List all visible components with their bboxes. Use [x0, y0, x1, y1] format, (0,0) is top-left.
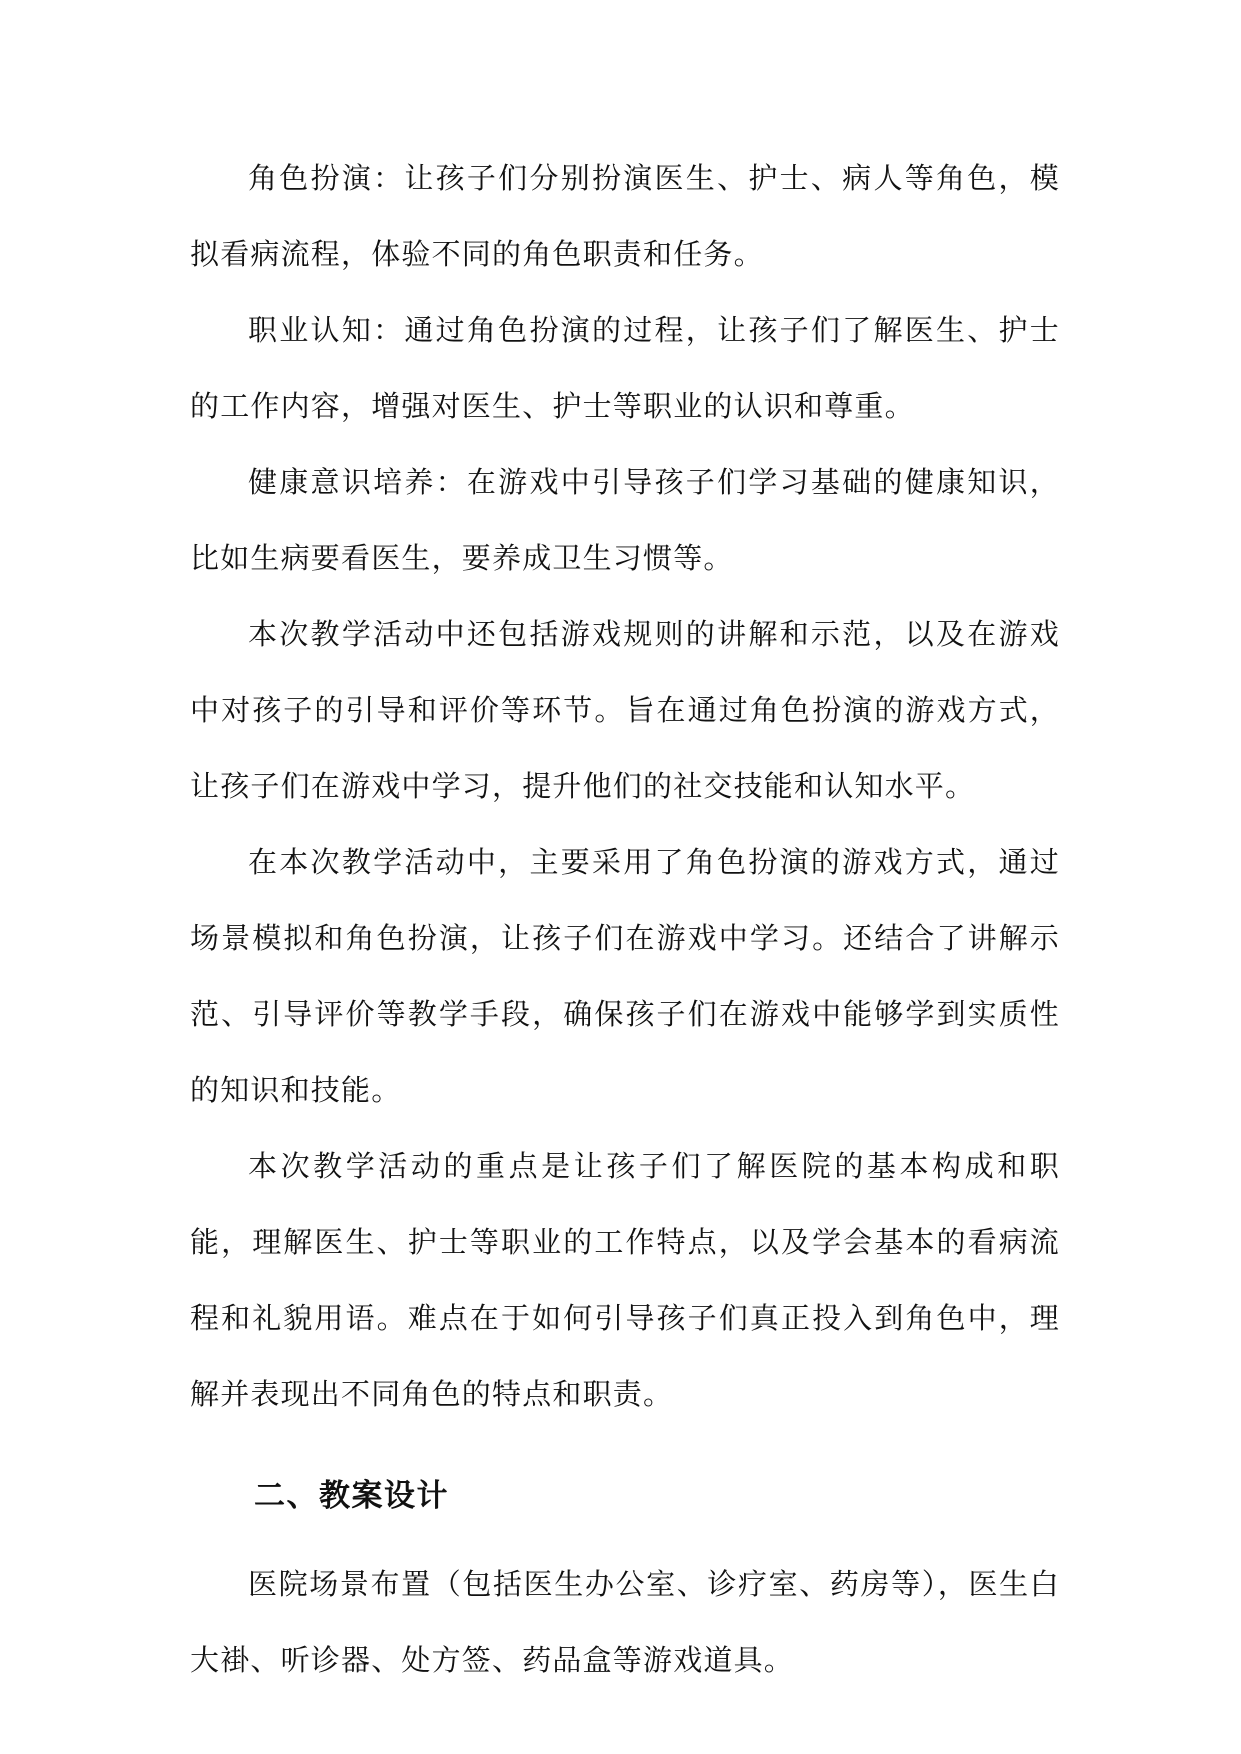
section-heading: 二、教案设计: [254, 1478, 449, 1514]
document-body: [190, 140, 1060, 1698]
paragraph-key-points: 本次教学活动的重点是让孩子们了解医院的基本构成和职能，理解医生、护士等职业的工作特点，以及学会基本的看病流程和礼貌用语。难点在于如何引导孩子们真正投入到角色中，理解并表现出不同角色的特点和职责。: [190, 1149, 1060, 1411]
paragraph-teaching-methods: 在本次教学活动中，主要采用了角色扮演的游戏方式，通过场景模拟和角色扮演，让孩子们在游戏中学习。还结合了讲解示范、引导评价等教学手段，确保孩子们在游戏中能够学到实质性的知识和技能。: [190, 845, 1060, 1107]
paragraph-health-awareness: 健康意识培养：在游戏中引导孩子们学习基础的健康知识，比如生病要看医生，要养成卫生习惯等。: [190, 465, 1060, 575]
paragraph-career-awareness: 职业认知：通过角色扮演的过程，让孩子们了解医生、护士的工作内容，增强对医生、护士等职业的认识和尊重。: [190, 313, 1060, 423]
paragraph-props: 医院场景布置（包括医生办公室、诊疗室、药房等），医生白大褂、听诊器、处方签、药品盒等游戏道具。: [190, 1567, 1060, 1677]
paragraph-role-play: 角色扮演：让孩子们分别扮演医生、护士、病人等角色，模拟看病流程，体验不同的角色职责和任务。: [190, 161, 1060, 271]
paragraph-activity-content: 本次教学活动中还包括游戏规则的讲解和示范，以及在游戏中对孩子的引导和评价等环节。旨在通过角色扮演的游戏方式，让孩子们在游戏中学习，提升他们的社交技能和认知水平。: [190, 617, 1060, 803]
